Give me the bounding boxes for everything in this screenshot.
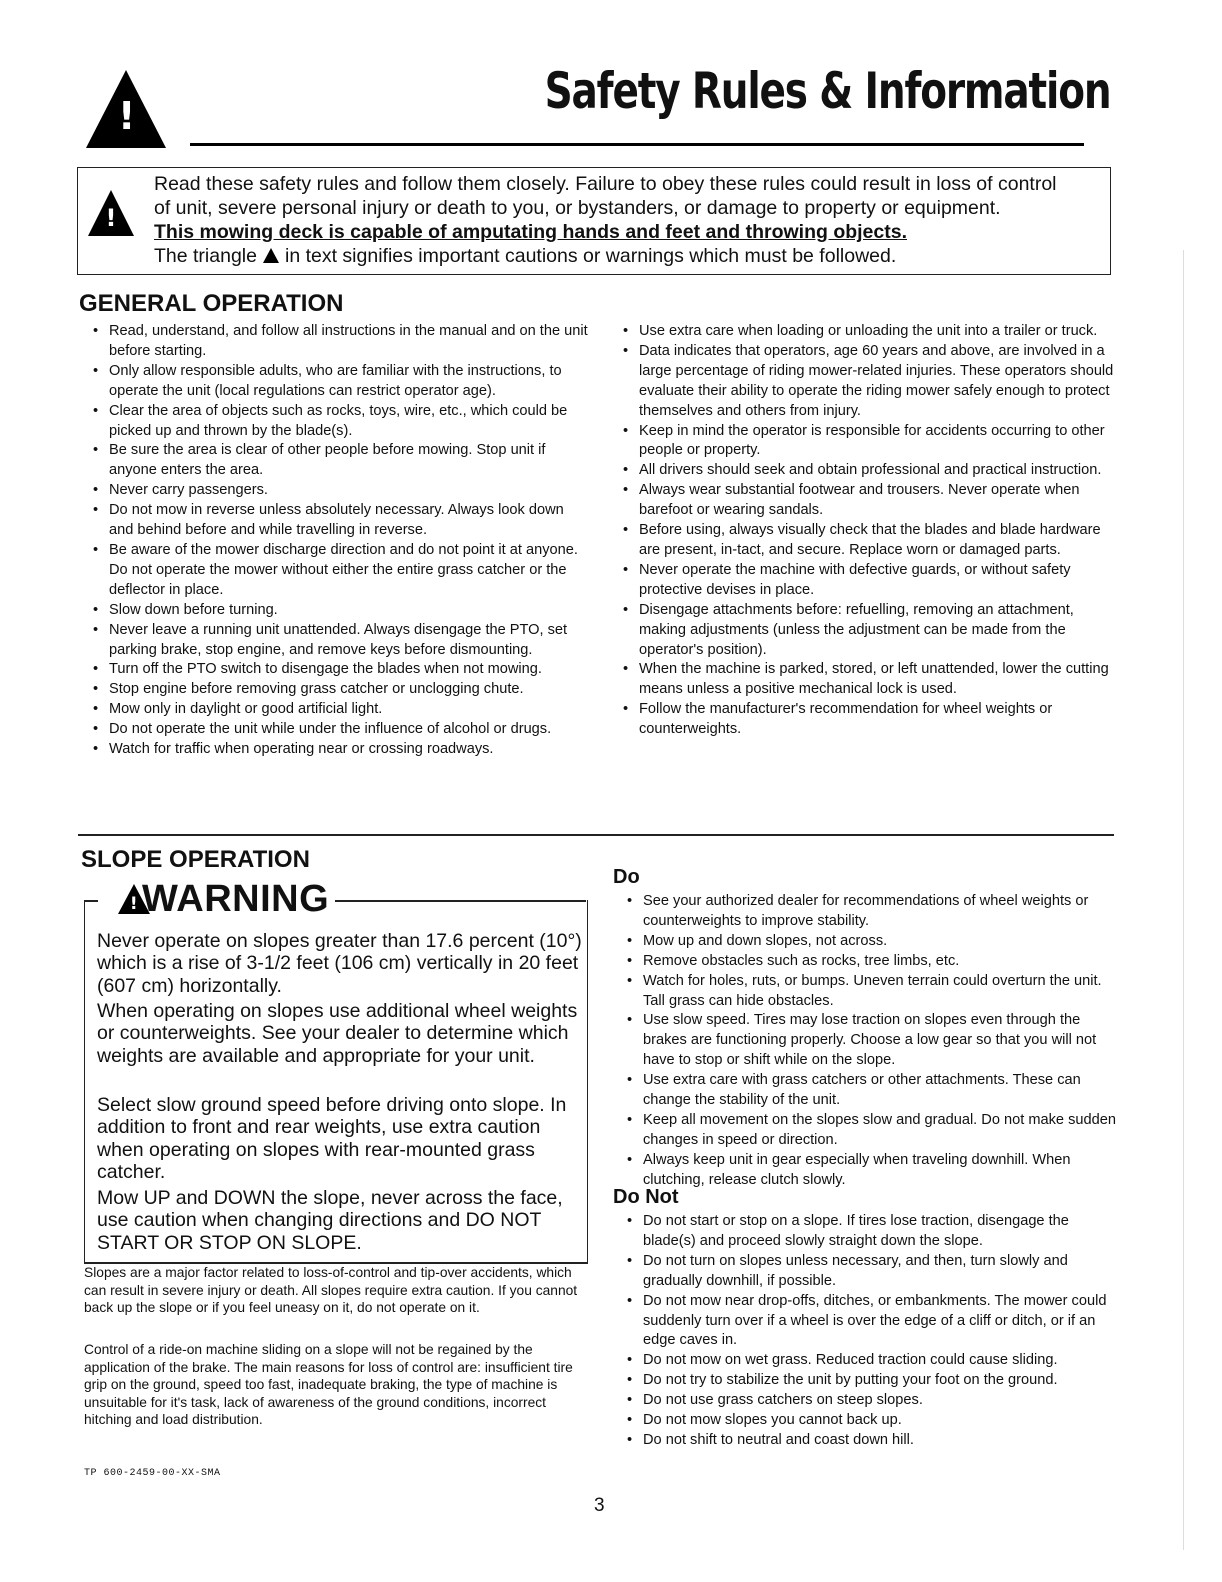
list-item: • Do not use grass catchers on steep slopes.: [622, 1391, 1116, 1411]
general-operation-heading: GENERAL OPERATION: [79, 290, 344, 317]
warning-paragraph: Never operate on slopes greater than 17.6 percent (10°) which is a rise of 3-1/2 feet (106 cm) vertically in 20 feet (607 cm) horizontally.: [97, 930, 582, 997]
list-item: • Do not try to stabilize the unit by putting your foot on the ground.: [622, 1371, 1116, 1391]
warning-box-top-left: [84, 900, 98, 902]
list-item: • Clear the area of objects such as rocks, toys, wire, etc., which could be picked up and thrown by the blade(s).: [88, 402, 590, 442]
list-item: • Follow the manufacturer's recommendation for wheel weights or counterweights.: [618, 700, 1118, 740]
list-item: • Slow down before turning.: [88, 601, 590, 621]
list-item: • Use extra care when loading or unloading the unit into a trailer or truck.: [618, 322, 1118, 342]
warning-triangle-icon: !: [88, 190, 134, 236]
intro-line-2: of unit, severe personal injury or death to you, or bystanders, or damage to property or equipment.: [154, 197, 1001, 219]
page-title: Safety Rules & Information: [544, 62, 1110, 120]
list-item: • Never leave a running unit unattended. Always disengage the PTO, set parking brake, stop engine, and remove keys before dismounting.: [88, 621, 590, 661]
list-item: • Mow up and down slopes, not across.: [622, 932, 1116, 952]
list-item: • Never operate the machine with defective guards, or without safety protective devises in place.: [618, 561, 1118, 601]
list-item: • Read, understand, and follow all instructions in the manual and on the unit before starting.: [88, 322, 590, 362]
warning-triangle-icon: !: [86, 70, 166, 148]
list-item: • Use slow speed. Tires may lose traction on slopes even through the brakes are functioning properly. Choose a low gear so that you will not have to stop or shift while on the slope.: [622, 1011, 1116, 1071]
list-item: • Do not shift to neutral and coast down hill.: [622, 1431, 1116, 1451]
do-not-heading: Do Not: [613, 1186, 679, 1208]
do-not-list: [622, 1212, 1116, 1451]
warning-box-top-right: [322, 900, 586, 902]
list-item: • Disengage attachments before: refuelling, removing an attachment, making adjustments (unless the adjustment can be made from the operator's position).: [618, 601, 1118, 661]
intro-amputation-warning: This mowing deck is capable of amputating hands and feet and throwing objects.: [154, 221, 908, 243]
list-item: • Stop engine before removing grass catcher or unclogging chute.: [88, 680, 590, 700]
intro-line-4-post: in text signifies important cautions or warnings which must be followed.: [284, 245, 897, 267]
list-item: • Watch for traffic when operating near or crossing roadways.: [88, 740, 590, 760]
list-item: • Be aware of the mower discharge direction and do not point it at anyone. Do not operate the mower without either the entire grass catcher or the deflector in place.: [88, 541, 590, 601]
list-item: • Never carry passengers.: [88, 481, 590, 501]
list-item: • Always wear substantial footwear and trousers. Never operate when barefoot or wearing sandals.: [618, 481, 1118, 521]
list-item: • Be sure the area is clear of other people before mowing. Stop unit if anyone enters the area.: [88, 441, 590, 481]
title-rule: [190, 143, 1084, 146]
list-item: • Do not start or stop on a slope. If tires lose traction, disengage the blade(s) and proceed slowly straight down the slope.: [622, 1212, 1116, 1252]
warning-label-text: WARNING: [142, 878, 330, 920]
general-left-list: [88, 322, 590, 760]
list-item: • Do not mow in reverse unless absolutely necessary. Always look down and behind before and while travelling in reverse.: [88, 501, 590, 541]
list-item: • Keep all movement on the slopes slow and gradual. Do not make sudden changes in speed or direction.: [622, 1111, 1116, 1151]
list-item: • Watch for holes, ruts, or bumps. Uneven terrain could overturn the unit. Tall grass can hide obstacles.: [622, 972, 1116, 1012]
list-item: • Before using, always visually check that the blades and blade hardware are present, in-tact, and secure. Replace worn or damaged parts.: [618, 521, 1118, 561]
do-list: [622, 892, 1116, 1191]
scan-margin-line: [1183, 250, 1184, 1550]
intro-line-4: [154, 244, 896, 268]
list-item: • See your authorized dealer for recommendations of wheel weights or counterweights to improve stability.: [622, 892, 1116, 932]
list-item: • Mow only in daylight or good artificial light.: [88, 700, 590, 720]
intro-warning-box: [77, 167, 1111, 275]
warning-paragraph: Mow UP and DOWN the slope, never across the face, use caution when changing directions and DO NOT START OR STOP ON SLOPE.: [97, 1187, 563, 1254]
list-item: • Do not mow near drop-offs, ditches, or embankments. The mower could suddenly turn over if a wheel is over the edge of a cliff or ditch, or if an edge caves in.: [622, 1292, 1116, 1352]
list-item: • Data indicates that operators, age 60 years and above, are involved in a large percentage of riding mower-related injuries. These operators should evaluate their ability to operate the riding mower safely enough to protect themselves and others from injury.: [618, 342, 1118, 422]
document-code: TP 600-2459-00-XX-SMA: [84, 1468, 221, 1479]
warning-paragraph: Select slow ground speed before driving onto slope. In addition to front and rear weights, use extra caution when operating on slopes with rear-mounted grass catcher.: [97, 1094, 567, 1183]
small-warning-triangle-icon: [263, 248, 279, 263]
list-item: • Do not turn on slopes unless necessary, and then, turn slowly and gradually downhill, if possible.: [622, 1252, 1116, 1292]
list-item: • Only allow responsible adults, who are familiar with the instructions, to operate the unit (local regulations can restrict operator age).: [88, 362, 590, 402]
list-item: • Keep in mind the operator is responsible for accidents occurring to other people or property.: [618, 422, 1118, 462]
warning-triangle-icon: !: [118, 884, 150, 914]
list-item: • All drivers should seek and obtain professional and practical instruction.: [618, 461, 1118, 481]
list-item: • Remove obstacles such as rocks, tree limbs, etc.: [622, 952, 1116, 972]
intro-line-1: Read these safety rules and follow them closely. Failure to obey these rules could result in loss of control: [154, 173, 1057, 195]
intro-line-4-pre: The triangle: [154, 245, 257, 267]
slope-operation-heading: SLOPE OPERATION: [81, 846, 310, 873]
list-item: • When the machine is parked, stored, or left unattended, lower the cutting means unless a positive mechanical lock is used.: [618, 660, 1118, 700]
list-item: • Do not operate the unit while under the influence of alcohol or drugs.: [88, 720, 590, 740]
list-item: • Always keep unit in gear especially when traveling downhill. When clutching, release clutch slowly.: [622, 1151, 1116, 1191]
slope-note: Control of a ride-on machine sliding on a slope will not be regained by the application of the brake. The main reasons for loss of control are: insufficient tire grip on the ground, speed too fast, inadequate braking, the type of machine is unsuitable for it's task, lack of awareness of the ground conditions, incorrect hitching and load distribution.: [84, 1342, 573, 1428]
section-divider: [78, 834, 1114, 836]
list-item: • Do not mow slopes you cannot back up.: [622, 1411, 1116, 1431]
page-number: 3: [594, 1495, 605, 1516]
do-heading: Do: [613, 866, 640, 888]
general-right-list: [618, 322, 1118, 740]
list-item: • Use extra care with grass catchers or other attachments. These can change the stability of the unit.: [622, 1071, 1116, 1111]
warning-paragraph: When operating on slopes use additional wheel weights or counterweights. See your dealer to determine which weights are available and appropriate for your unit.: [97, 1000, 578, 1067]
slope-note: Slopes are a major factor related to loss-of-control and tip-over accidents, which can result in severe injury or death. All slopes require extra caution. If you cannot back up the slope or if you feel uneasy on it, do not operate on it.: [84, 1265, 578, 1316]
list-item: • Do not mow on wet grass. Reduced traction could cause sliding.: [622, 1351, 1116, 1371]
list-item: • Turn off the PTO switch to disengage the blades when not mowing.: [88, 660, 590, 680]
warning-label: [110, 878, 335, 921]
